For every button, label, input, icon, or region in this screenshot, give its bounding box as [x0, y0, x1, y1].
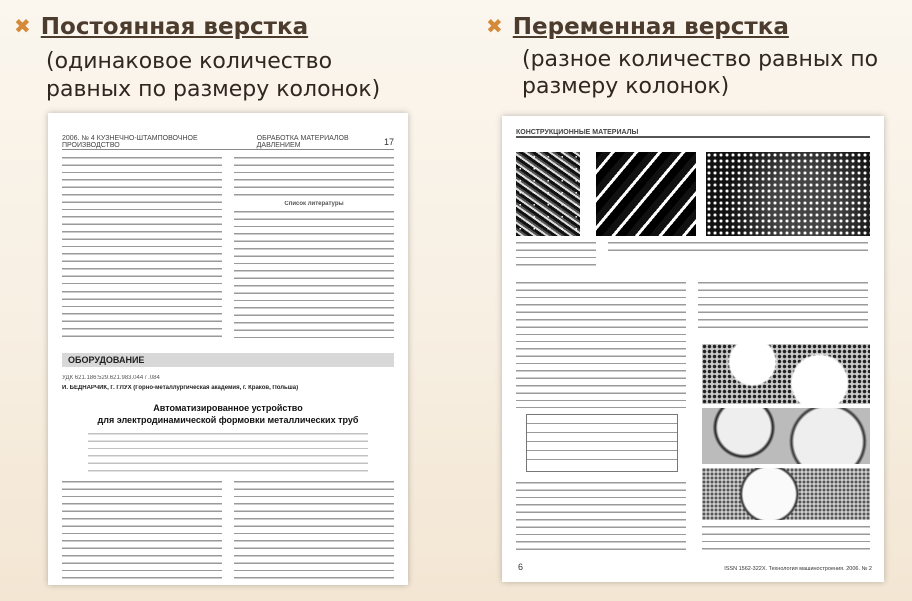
authors: И. БЕДНАРЧИК, Г. ГЛУХ (Горно-металлургическая академия, г. Краков, Польша) [62, 385, 299, 391]
left-subtitle-line2: равных по размеру колонок) [46, 77, 381, 102]
udc-code: УДК 621.186:529.621.983.044 / .084 [62, 375, 160, 381]
section-band: ОБОРУДОВАНИЕ [62, 353, 394, 367]
background-watermark [0, 0, 912, 12]
page-number: 6 [518, 562, 524, 572]
left-journal-page [48, 113, 408, 585]
figure-caption [608, 242, 868, 252]
page-footer: ISSN 1562-322X. Технология машиностроения. 2006. № 2 [724, 566, 872, 572]
data-table [526, 414, 678, 472]
text-column-1 [62, 157, 222, 285]
right-subtitle-line1: (разное количество равных по [522, 47, 879, 72]
right-journal-page [502, 116, 884, 582]
references-list [234, 211, 394, 341]
figure-caption [702, 526, 870, 550]
page-number: 17 [383, 137, 394, 147]
micrograph-photo [702, 408, 870, 464]
text-column-2 [698, 282, 868, 332]
micrograph-photo [596, 152, 696, 236]
text-column-1b [516, 348, 686, 408]
text-column-1 [516, 282, 686, 342]
right-title: Переменная верстка [512, 14, 789, 40]
text-column-2 [234, 157, 394, 197]
right-subtitle-line2: размеру колонок) [522, 74, 730, 99]
micrograph-photo [702, 344, 870, 404]
page-header-text: КОНСТРУКЦИОННЫЕ МАТЕРИАЛЫ [516, 129, 639, 136]
left-heading [14, 14, 308, 40]
article-title-line2: для электродинамической формовки металлических труб [97, 415, 359, 425]
figure-caption [516, 242, 596, 270]
page-header [516, 124, 870, 138]
text-column-1b [62, 291, 222, 341]
body-column-2 [234, 481, 394, 581]
text-column-1c [516, 482, 686, 552]
bullet-icon: ✖ [14, 14, 31, 38]
refs-heading: Список литературы [284, 201, 344, 207]
page-header-left: 2006. № 4 КУЗНЕЧНО-ШТАМПОВОЧНОЕ ПРОИЗВОДСТВО [62, 135, 198, 149]
micrograph-photo [706, 152, 870, 236]
micrograph-photo [516, 152, 580, 236]
article-title-line1: Автоматизированное устройство [153, 403, 303, 413]
bullet-icon: ✖ [486, 14, 503, 38]
page-header-right: ОБРАБОТКА МАТЕРИАЛОВ ДАВЛЕНИЕМ [256, 135, 349, 149]
micrograph-photo [702, 468, 870, 520]
right-heading [486, 14, 789, 40]
body-column-1 [62, 481, 222, 581]
page-header [62, 137, 394, 150]
abstract [88, 433, 368, 473]
left-title: Постоянная верстка [40, 14, 309, 40]
left-subtitle-line1: (одинаковое количество [46, 49, 333, 74]
